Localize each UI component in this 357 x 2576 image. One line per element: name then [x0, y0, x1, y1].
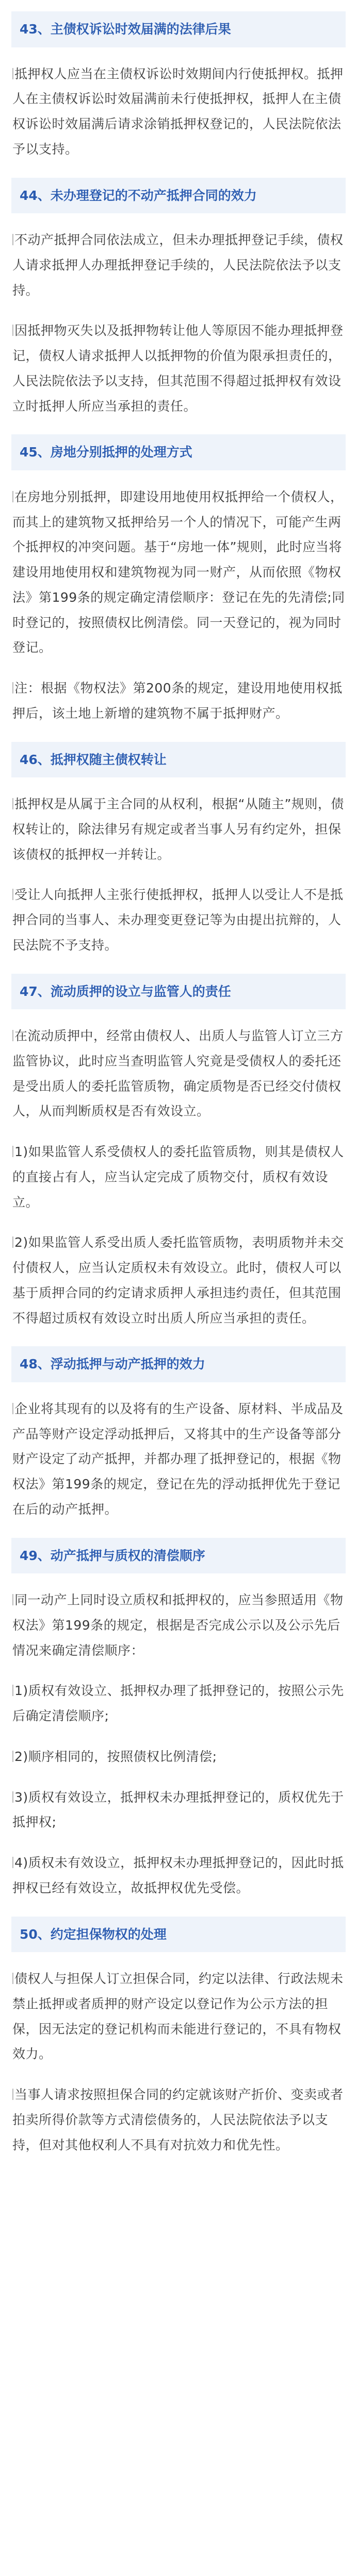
section-heading: 49、动产抵押与质权的清偿顺序: [11, 1538, 346, 1574]
paragraph-text: 抵押权是从属于主合同的从权利，根据“从随主”规则，债权转让的，除法律另有规定或者当事人另有约定外，担保该债权的抵押权一并转让。: [12, 796, 344, 862]
quote-bar-icon: [12, 1751, 13, 1762]
paragraph: [11, 2082, 346, 2158]
paragraph-text: 在房地分别抵押，即建设用地使用权抵押给一个债权人，而其上的建筑物又抵押给另一个人的情况下，可能产生两个抵押权的冲突问题。基于“房地一体”规则，此时应当将建设用地使用权和建筑物视为同一财产，从而依照《物权法》第199条的规定确定清偿顺序：登记在先的先清偿;同时登记的，按照债权比例清偿。同一天登记的，视为同时登记。: [12, 489, 345, 655]
quote-bar-icon: [12, 1594, 13, 1605]
quote-bar-icon: [12, 1685, 13, 1696]
quote-bar-icon: [12, 1973, 13, 1984]
paragraph-text: 受让人向抵押人主张行使抵押权，抵押人以受让人不是抵押合同的当事人、未办理变更登记等为由提出抗辩的，人民法院不予支持。: [12, 887, 344, 953]
paragraph: [11, 1785, 346, 1836]
paragraph-text: 当事人请求按照担保合同的约定就该财产折价、变卖或者拍卖所得价款等方式清偿债务的，人民法院依法予以支持，但对其他权利人不具有对抗效力和优先性。: [12, 2087, 344, 2153]
paragraph: [11, 1024, 346, 1124]
quote-bar-icon: [12, 1791, 13, 1803]
section-heading: 46、抵押权随主债权转让: [11, 742, 346, 778]
paragraph-text: 1)质权有效设立、抵押权办理了抵押登记的，按照公示先后确定清偿顺序;: [12, 1683, 344, 1723]
paragraph-text: 因抵押物灭失以及抵押物转让他人等原因不能办理抵押登记，债权人请求抵押人以抵押物的价值为限承担责任的，人民法院依法予以支持，但其范围不得超过抵押权有效设立时抵押人所应当承担的责任。: [12, 323, 344, 414]
quote-bar-icon: [12, 234, 13, 245]
quote-bar-icon: [12, 1236, 13, 1248]
paragraph-text: 2)顺序相同的，按照债权比例清偿;: [14, 1749, 217, 1764]
paragraph: [11, 1744, 346, 1770]
paragraph-text: 不动产抵押合同依法成立，但未办理抵押登记手续，债权人请求抵押人办理抵押登记手续的，人民法院依法予以支持。: [12, 232, 344, 298]
paragraph: [11, 62, 346, 162]
paragraph: [11, 1679, 346, 1729]
paragraph: [11, 1851, 346, 1901]
paragraph: [11, 883, 346, 958]
quote-bar-icon: [12, 491, 13, 502]
paragraph: [11, 676, 346, 726]
paragraph-text: 4)质权未有效设立，抵押权未办理抵押登记的，因此时抵押权已经有效设立，故抵押权优先受偿。: [12, 1855, 344, 1895]
paragraph: [11, 1140, 346, 1215]
paragraph-text: 注：根据《物权法》第200条的规定，建设用地使用权抵押后，该土地上新增的建筑物不属于抵押财产。: [12, 681, 343, 721]
quote-bar-icon: [12, 325, 13, 336]
quote-bar-icon: [12, 68, 13, 79]
paragraph: [11, 1967, 346, 2067]
paragraph: [11, 1397, 346, 1522]
quote-bar-icon: [12, 798, 13, 809]
paragraph-text: 抵押权人应当在主债权诉讼时效期间内行使抵押权。抵押人在主债权诉讼时效届满前未行使抵押权，抵押人在主债权诉讼时效届满后请求涂销抵押权登记的，人民法院依法予以支持。: [12, 66, 344, 157]
paragraph-text: 3)质权有效设立，抵押权未办理抵押登记的，质权优先于抵押权;: [12, 1789, 344, 1830]
quote-bar-icon: [12, 2089, 13, 2100]
section-heading: 47、流动质押的设立与监管人的责任: [11, 974, 346, 1010]
paragraph: [11, 792, 346, 867]
article-body: [0, 11, 357, 2194]
section-heading: 45、房地分别抵押的处理方式: [11, 434, 346, 470]
paragraph: [11, 228, 346, 303]
paragraph-text: 2)如果监管人系受出质人委托监管质物，表明质物并未交付债权人，应当认定质权未有效设立。此时，债权人可以基于质押合同的约定请求质押人承担违约责任，但其范围不得超过质权有效设立时出质人所应当承担的责任。: [12, 1235, 344, 1326]
section-heading: 48、浮动抵押与动产抵押的效力: [11, 1346, 346, 1382]
section-heading: 50、约定担保物权的处理: [11, 1917, 346, 1953]
quote-bar-icon: [12, 1146, 13, 1157]
section-heading: 43、主债权诉讼时效届满的法律后果: [11, 11, 346, 47]
paragraph: [11, 1230, 346, 1331]
quote-bar-icon: [12, 682, 13, 693]
paragraph: [11, 318, 346, 419]
paragraph: [11, 1588, 346, 1663]
paragraph-text: 企业将其现有的以及将有的生产设备、原材料、半成品及产品等财产设定浮动抵押后，又将其中的生产设备等部分财产设定了动产抵押，并都办理了抵押登记的，根据《物权法》第199条的规定，登记在先的浮动抵押优先于登记在后的动产抵押。: [12, 1401, 344, 1517]
paragraph-text: 债权人与担保人订立担保合同，约定以法律、行政法规未禁止抵押或者质押的财产设定以登记作为公示方法的担保，因无法定的登记机构而未能进行登记的，不具有物权效力。: [12, 1971, 344, 2062]
paragraph-text: 1)如果监管人系受债权人的委托监管质物，则其是债权人的直接占有人，应当认定完成了质物交付，质权有效设立。: [12, 1144, 344, 1210]
paragraph-text: 同一动产上同时设立质权和抵押权的，应当参照适用《物权法》第199条的规定，根据是否完成公示以及公示先后情况来确定清偿顺序：: [12, 1592, 344, 1658]
quote-bar-icon: [12, 889, 13, 900]
section-heading: 44、未办理登记的不动产抵押合同的效力: [11, 178, 346, 214]
quote-bar-icon: [12, 1403, 13, 1414]
paragraph: [11, 485, 346, 660]
quote-bar-icon: [12, 1030, 13, 1041]
paragraph-text: 在流动质押中，经常由债权人、出质人与监管人订立三方监管协议，此时应当查明监管人究竟是受债权人的委托还是受出质人的委托监管质物，确定质物是否已经交付债权人，从而判断质权是否有效设立。: [12, 1028, 344, 1119]
quote-bar-icon: [12, 1857, 13, 1868]
